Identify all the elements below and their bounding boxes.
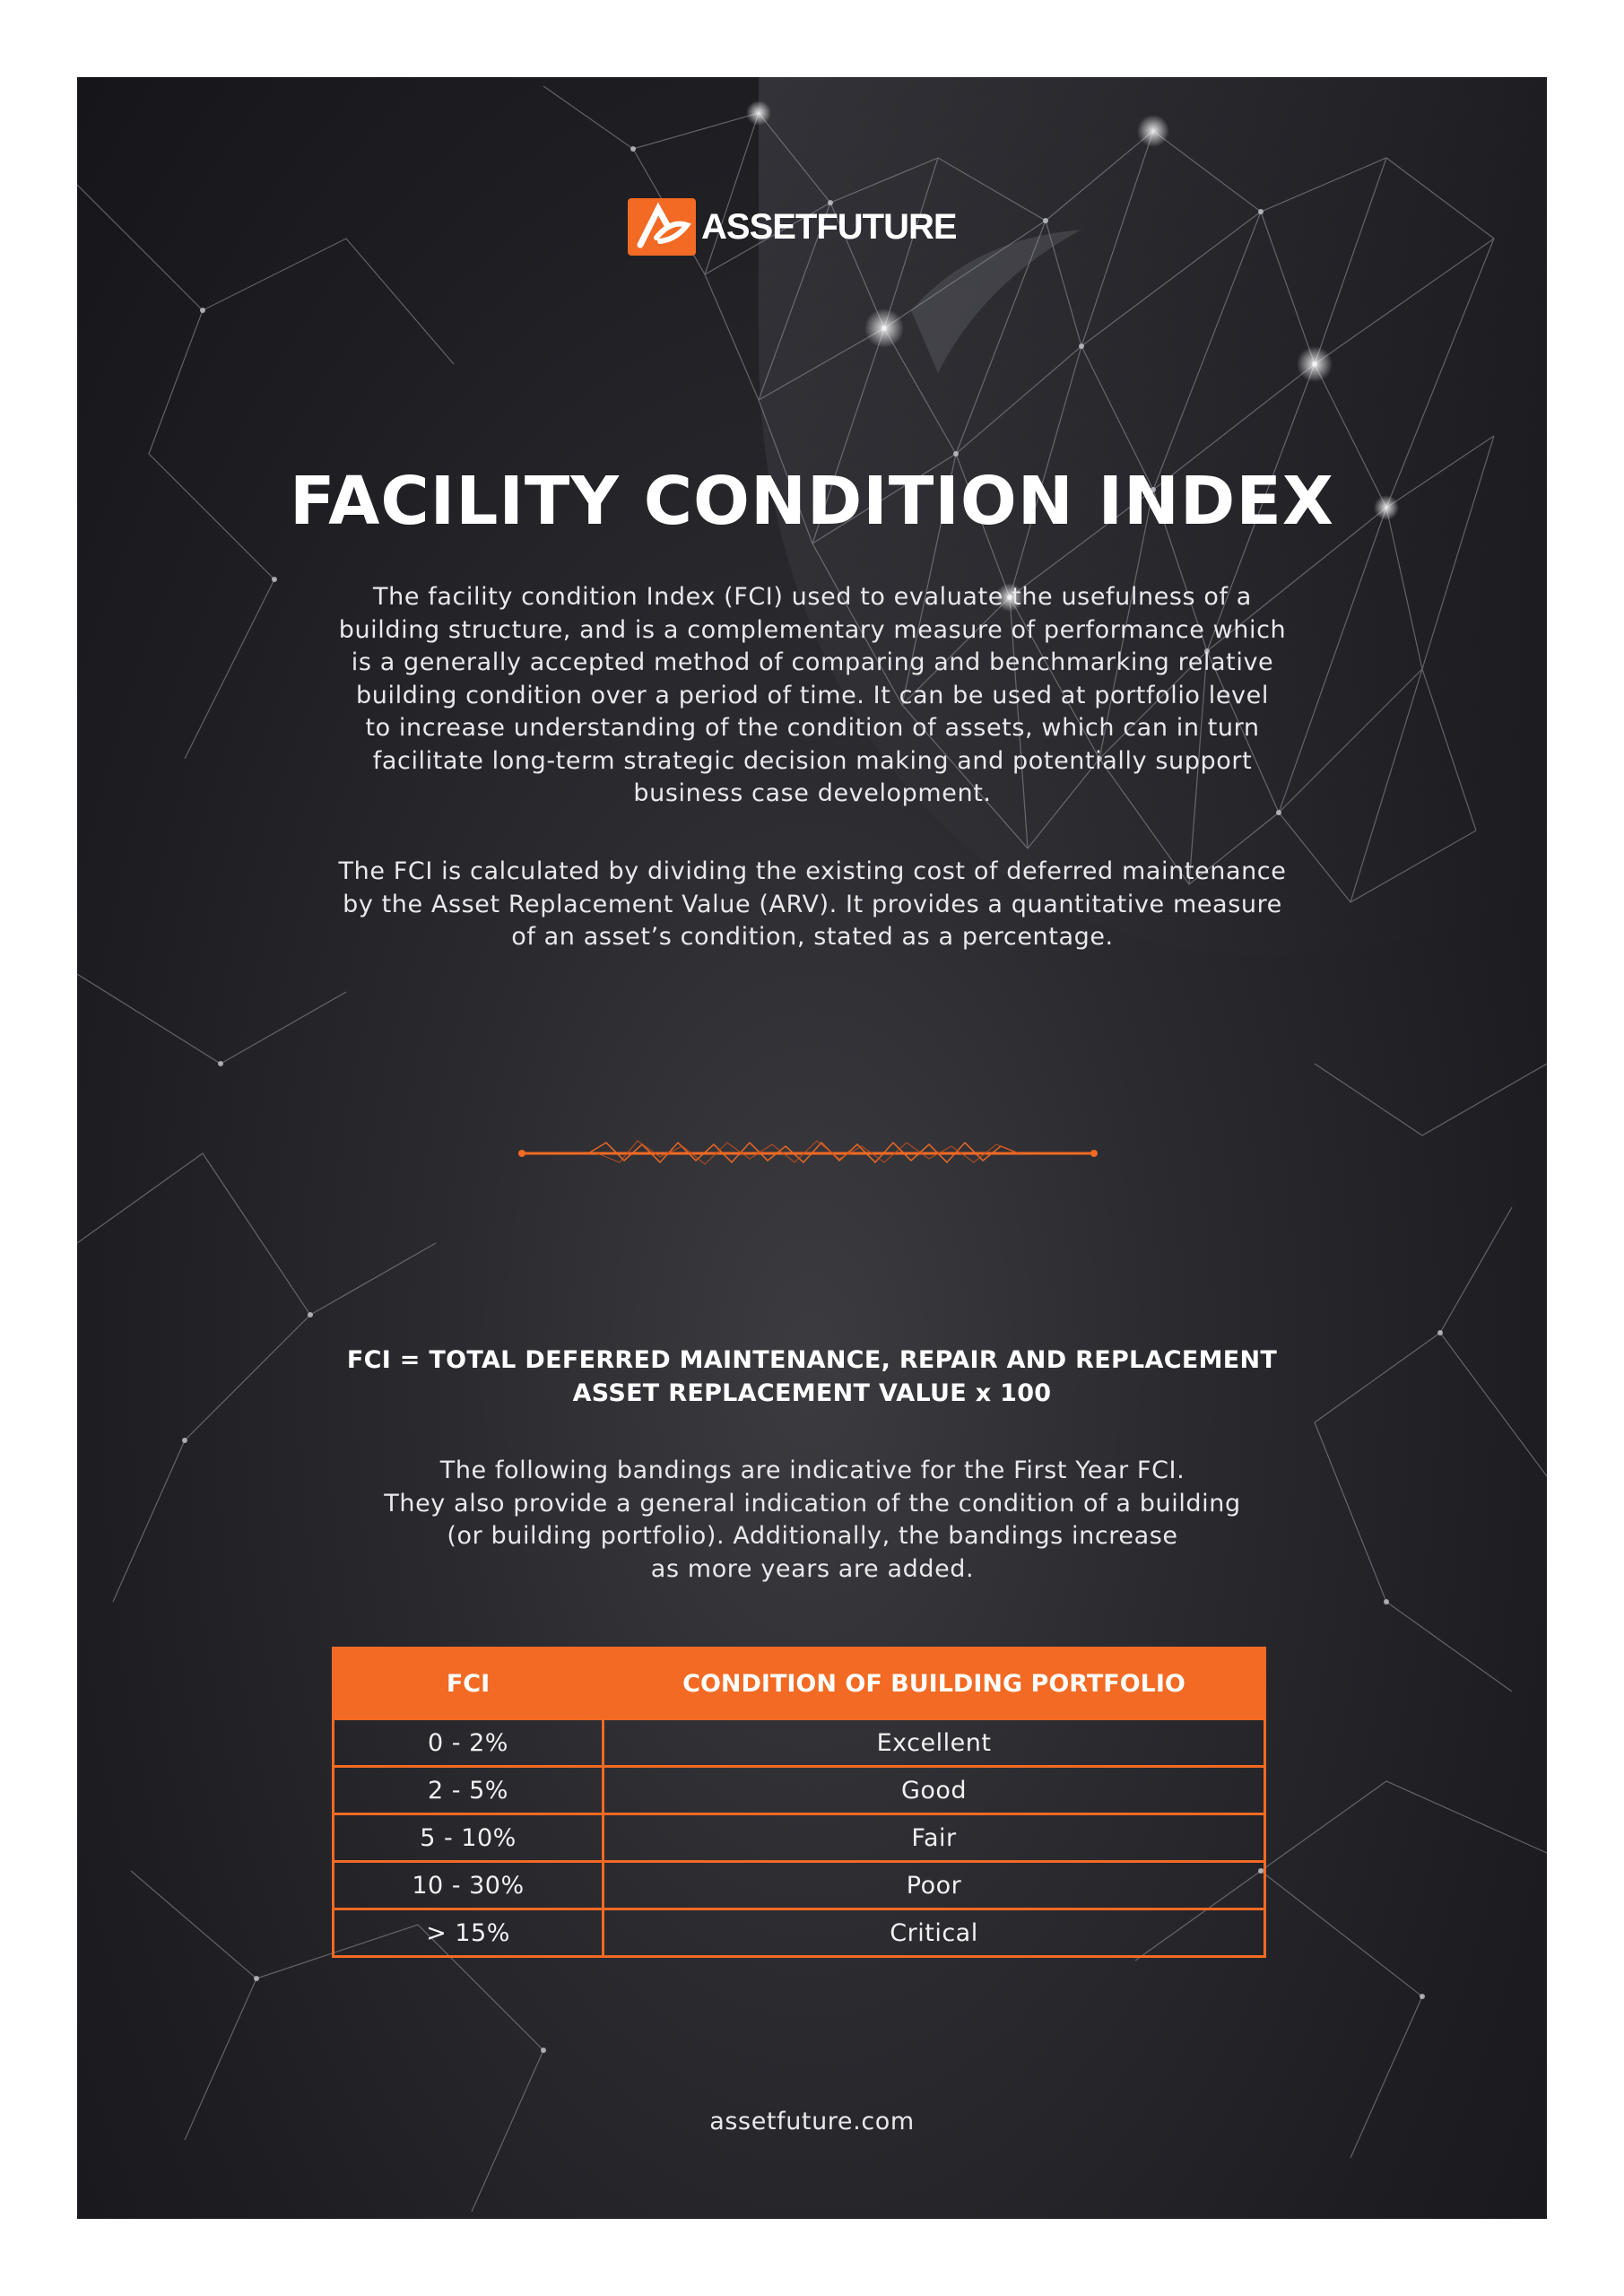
- brand-name: ASSETFUTURE: [701, 206, 957, 247]
- calc-line: The FCI is calculated by dividing the existing cost of deferred maintenance: [338, 857, 1287, 885]
- bandings-line: (or building portfolio). Additionally, the bandings increase: [447, 1522, 1178, 1550]
- cell-condition: Poor: [604, 1862, 1265, 1909]
- intro-line: to increase understanding of the condition of assets, which can in turn: [365, 714, 1260, 742]
- poster: [77, 77, 1547, 2219]
- table-row: [334, 1862, 1265, 1909]
- formula-numerator: FCI = TOTAL DEFERRED MAINTENANCE, REPAIR AND REPLACEMENT: [346, 1346, 1278, 1374]
- footer-website-link[interactable]: assetfuture.com: [709, 2108, 915, 2135]
- bandings-line: The following bandings are indicative for the First Year FCI.: [439, 1457, 1185, 1484]
- assetfuture-logo-icon: [628, 198, 696, 256]
- cell-condition: Excellent: [604, 1719, 1265, 1767]
- cell-fci-range: 10 - 30%: [334, 1862, 604, 1909]
- cell-fci-range: 2 - 5%: [334, 1767, 604, 1814]
- page-title: FACILITY CONDITION INDEX: [290, 463, 1334, 540]
- table-row: [334, 1909, 1265, 1957]
- formula-denominator: ASSET REPLACEMENT VALUE x 100: [572, 1379, 1052, 1407]
- intro-line: is a generally accepted method of comparing and benchmarking relative: [351, 648, 1274, 676]
- table-row: [334, 1719, 1265, 1767]
- intro-line: facilitate long-term strategic decision making and potentially support: [372, 746, 1253, 775]
- intro-line: The facility condition Index (FCI) used to evaluate the usefulness of a: [373, 583, 1252, 611]
- orange-divider-graphic: [517, 1135, 1099, 1171]
- calc-line: of an asset’s condition, stated as a percentage.: [511, 923, 1114, 951]
- cell-condition: Fair: [604, 1814, 1265, 1862]
- bandings-line: They also provide a general indication of the condition of a building: [384, 1489, 1241, 1518]
- fci-formula: [77, 1344, 1547, 1410]
- intro-line: building condition over a period of time. It can be used at portfolio level: [356, 681, 1269, 709]
- cell-condition: Critical: [604, 1909, 1265, 1957]
- calculation-paragraph: [292, 856, 1333, 954]
- table-header-row: [334, 1648, 1265, 1719]
- header-condition: CONDITION OF BUILDING PORTFOLIO: [604, 1648, 1265, 1719]
- header-fci: FCI: [334, 1648, 604, 1719]
- brand-logo: [628, 196, 957, 258]
- cell-fci-range: 5 - 10%: [334, 1814, 604, 1862]
- fci-banding-table: [332, 1647, 1266, 1958]
- bandings-line: as more years are added.: [650, 1554, 975, 1583]
- intro-line: business case development.: [633, 779, 992, 807]
- bandings-paragraph: [292, 1455, 1333, 1586]
- intro-line: building structure, and is a complementary measure of performance which: [338, 615, 1287, 644]
- intro-paragraph: [292, 581, 1333, 811]
- table-row: [334, 1814, 1265, 1862]
- table-row: [334, 1767, 1265, 1814]
- cell-fci-range: 0 - 2%: [334, 1719, 604, 1767]
- cell-condition: Good: [604, 1767, 1265, 1814]
- calc-line: by the Asset Replacement Value (ARV). It provides a quantitative measure: [343, 890, 1282, 918]
- cell-fci-range: > 15%: [334, 1909, 604, 1957]
